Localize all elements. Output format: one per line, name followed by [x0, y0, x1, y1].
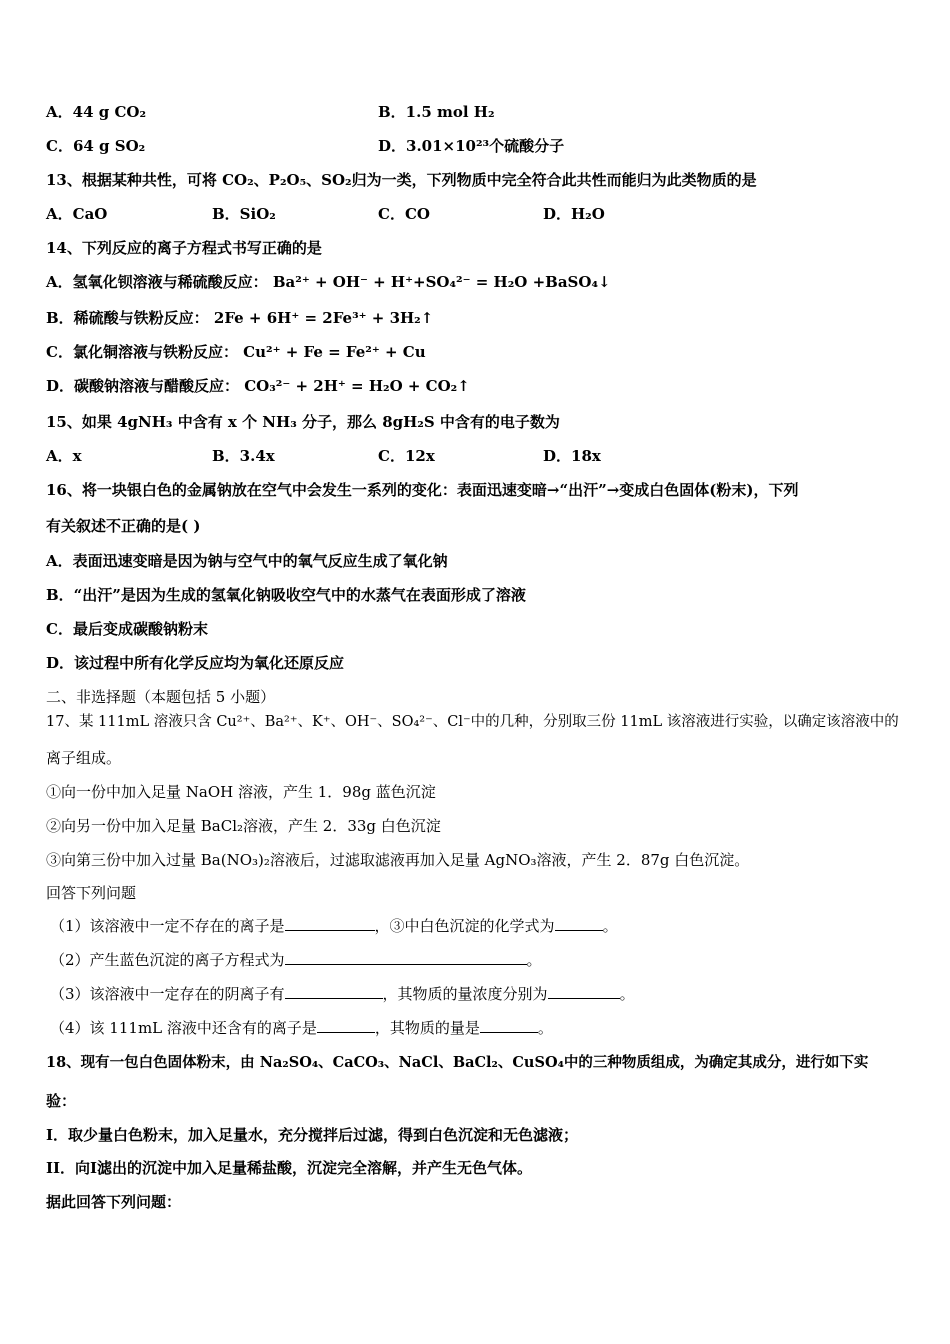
q12-option-b: B．1.5 mol H₂ — [378, 103, 495, 121]
q13-option-a: A．CaO — [46, 205, 108, 223]
q13-option-c: C．CO — [378, 205, 430, 223]
q17-step-1: ①向一份中加入足量 NaOH 溶液，产生 1．98g 蓝色沉淀 — [46, 783, 436, 801]
q17-part-1-text-c: 。 — [602, 917, 618, 935]
q17-part-4-text-b: ，其物质的量是 — [374, 1019, 480, 1037]
q17-part-3-blank-1[interactable] — [285, 984, 383, 999]
q15-option-d: D．18x — [543, 447, 601, 465]
q17-part-2-text-b: 。 — [526, 951, 542, 969]
q17-stem-line1: 17、某 111mL 溶液只含 Cu²⁺、Ba²⁺、K⁺、OH⁻、SO₄²⁻、Cl⁻中的几种，分别取三份 11mL 该溶液进行实验，以确定该溶液中的 — [46, 714, 899, 730]
q17-part-2-blank-1[interactable] — [285, 950, 527, 965]
q12-option-c: C．64 g SO₂ — [46, 137, 146, 155]
q17-step-2: ②向另一份中加入足量 BaCl₂溶液，产生 2．33g 白色沉淀 — [46, 817, 441, 835]
q15-stem: 15、如果 4gNH₃ 中含有 x 个 NH₃ 分子，那么 8gH₂S 中含有的电子数为 — [46, 413, 560, 431]
q17-part-1 — [50, 916, 618, 936]
q17-step-3: ③向第三份中加入过量 Ba(NO₃)₂溶液后，过滤取滤液再加入足量 AgNO₃溶液，产生 2．87g 白色沉淀。 — [46, 851, 750, 869]
q16-option-c: C．最后变成碳酸钠粉末 — [46, 620, 208, 638]
q14-option-d: D．碳酸钠溶液与醋酸反应： CO₃²⁻ + 2H⁺ = H₂O + CO₂↑ — [46, 377, 470, 395]
q17-part-1-blank-2[interactable] — [555, 916, 603, 931]
q17-part-1-text-a: （1）该溶液中一定不存在的离子是 — [50, 917, 285, 935]
q17-part-4-text-a: （4）该 111mL 溶液中还含有的离子是 — [50, 1019, 317, 1037]
q18-closing: 据此回答下列问题： — [46, 1193, 182, 1211]
q13-option-b: B．SiO₂ — [212, 205, 276, 223]
q17-stem-line2: 离子组成。 — [46, 749, 122, 767]
q16-stem-line2: 有关叙述不正确的是( ) — [46, 517, 201, 535]
q14-stem: 14、下列反应的离子方程式书写正确的是 — [46, 239, 322, 257]
q12-option-d: D．3.01×10²³个硫酸分子 — [378, 137, 565, 155]
q14-option-a: A．氢氧化钡溶液与稀硫酸反应： Ba²⁺ + OH⁻ + H⁺+SO₄²⁻ = H₂O +BaSO₄↓ — [46, 273, 611, 291]
q17-part-2 — [50, 950, 542, 970]
q17-part-2-text-a: （2）产生蓝色沉淀的离子方程式为 — [50, 951, 285, 969]
q17-part-4-blank-1[interactable] — [317, 1018, 375, 1033]
q18-step-1: I．取少量白色粉末，加入足量水，充分搅拌后过滤，得到白色沉淀和无色滤液； — [46, 1126, 579, 1144]
q16-option-a: A．表面迅速变暗是因为钠与空气中的氧气反应生成了氧化钠 — [46, 552, 448, 570]
q17-answer-intro: 回答下列问题 — [46, 884, 137, 902]
q14-option-c: C．氯化铜溶液与铁粉反应： Cu²⁺ + Fe = Fe²⁺ + Cu — [46, 343, 426, 361]
section-heading: 二、非选择题（本题包括 5 小题） — [46, 688, 276, 706]
q15-option-c: C．12x — [378, 447, 435, 465]
q16-option-d: D．该过程中所有化学反应均为氧化还原反应 — [46, 654, 345, 672]
q17-part-1-blank-1[interactable] — [285, 916, 375, 931]
q16-stem-line1: 16、将一块银白色的金属钠放在空气中会发生一系列的变化：表面迅速变暗→“出汗”→变成白色固体(粉末)，下列 — [46, 481, 799, 499]
q15-option-a: A．x — [46, 447, 82, 465]
q12-option-a: A．44 g CO₂ — [46, 103, 147, 121]
q18-stem-line2: 验： — [46, 1092, 77, 1110]
q13-stem: 13、根据某种共性，可将 CO₂、P₂O₅、SO₂归为一类，下列物质中完全符合此共性而能归为此类物质的是 — [46, 171, 757, 189]
q15-option-b: B．3.4x — [212, 447, 275, 465]
q17-part-1-text-b: ，③中白色沉淀的化学式为 — [374, 917, 555, 935]
q17-part-4 — [50, 1018, 553, 1038]
q18-step-2: II．向Ⅰ滤出的沉淀中加入足量稀盐酸，沉淀完全溶解，并产生无色气体。 — [46, 1159, 533, 1177]
q17-part-4-blank-2[interactable] — [480, 1018, 538, 1033]
q17-part-3 — [50, 984, 635, 1004]
q13-option-d: D．H₂O — [543, 205, 605, 223]
q16-option-b: B．“出汗”是因为生成的氢氧化钠吸收空气中的水蒸气在表面形成了溶液 — [46, 586, 526, 604]
q17-part-3-text-b: ，其物质的量浓度分别为 — [382, 985, 548, 1003]
q17-part-3-text-a: （3）该溶液中一定存在的阴离子有 — [50, 985, 285, 1003]
q18-stem-line1: 18、现有一包白色固体粉末，由 Na₂SO₄、CaCO₃、NaCl、BaCl₂、CuSO₄中的三种物质组成，为确定其成分，进行如下实 — [46, 1054, 869, 1071]
q14-option-b: B．稀硫酸与铁粉反应： 2Fe + 6H⁺ = 2Fe³⁺ + 3H₂↑ — [46, 309, 434, 327]
q17-part-3-blank-2[interactable] — [548, 984, 620, 999]
q17-part-4-text-c: 。 — [537, 1019, 553, 1037]
q17-part-3-text-c: 。 — [619, 985, 635, 1003]
